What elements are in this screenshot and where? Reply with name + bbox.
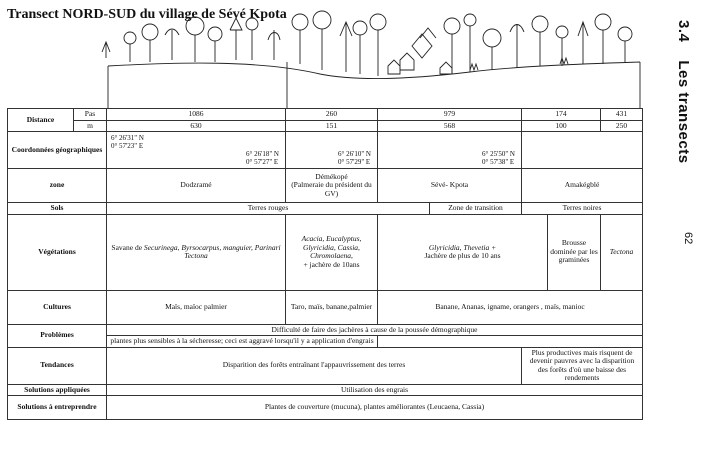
section-number: 3.4 xyxy=(675,20,692,43)
page-title: Transect NORD-SUD du village de Sévé Kpota xyxy=(7,7,287,22)
solutions-entreprendre-cell: Plantes de couverture (mucuna), plantes améliorantes (Leucaena, Cassia) xyxy=(107,396,643,420)
row-label-distance: Distance xyxy=(8,109,74,132)
pas-value-4: 174 xyxy=(522,109,601,121)
problemes-cell-2: plantes plus sensibles à la sécheresse; ceci est aggravé lorsqu'il y a application d'engrais xyxy=(107,336,378,348)
veg-text: + jachère de 10ans xyxy=(303,259,360,269)
transect-sketch-illustration xyxy=(0,0,680,110)
ground-profile-line xyxy=(108,62,640,78)
pas-value-1: 1086 xyxy=(107,109,286,121)
table-row-zone xyxy=(8,169,643,203)
chapter-sidebar xyxy=(671,0,701,458)
coord-cell-1 xyxy=(107,132,286,169)
coord-cell-2 xyxy=(286,132,378,169)
veg-cell-1 xyxy=(107,214,286,290)
veg-species: Acacia, Eucalyptus, Glyricidia, Cassia, Chromolaena, xyxy=(301,234,362,260)
table-row-vegetations xyxy=(8,214,643,290)
row-label-sols: Sols xyxy=(8,203,107,215)
table-row-coordonnees xyxy=(8,132,643,169)
coord-lon: 0° 57'29" E xyxy=(338,158,371,166)
row-label-vegetations: Végétations xyxy=(8,214,107,290)
section-title: Les transects xyxy=(675,60,692,164)
pas-value-5: 431 xyxy=(601,109,643,121)
veg-species: Securinega, Byrsocarpus, manguier, Parinari xyxy=(143,242,281,252)
section-heading xyxy=(675,20,692,164)
m-value-4: 100 xyxy=(522,120,601,132)
row-label-zone: zone xyxy=(8,169,107,203)
coord-cell-4 xyxy=(522,132,643,169)
sub-label-pas: Pas xyxy=(74,109,107,121)
row-label-solutions-appliquees: Solutions appliquées xyxy=(8,384,107,396)
veg-species: Tectona xyxy=(184,251,208,260)
veg-cell-4: Brousse dominée par les graminées xyxy=(548,214,601,290)
veg-cell-3 xyxy=(378,214,548,290)
zone-name: Démékopé xyxy=(315,171,348,181)
table-row-cultures xyxy=(8,290,643,324)
coord-lat: 6° 26'31" N xyxy=(111,134,144,142)
coord-lon: 0° 57'23" E xyxy=(111,142,144,150)
sols-cell-1: Terres rouges xyxy=(107,203,430,215)
table-row-distance-m xyxy=(8,120,643,132)
sub-label-m: m xyxy=(74,120,107,132)
zone-cell-2 xyxy=(286,169,378,203)
coord-lon: 0° 57'27" E xyxy=(246,158,279,166)
veg-cell-2 xyxy=(286,214,378,290)
row-label-solutions-entreprendre: Solutions à entreprendre xyxy=(8,396,107,420)
tendances-cell-2: Plus productives mais risquent de devenir pauvres avec la disparition des forêts d'où une baisse des rendements xyxy=(522,347,643,384)
row-label-cultures: Cultures xyxy=(8,290,107,324)
zone-cell-1: Dodzramé xyxy=(107,169,286,203)
table-row-distance-pas xyxy=(8,109,643,121)
tree-icon xyxy=(102,11,632,76)
coord-lat: 6° 25'50" N xyxy=(482,150,515,158)
sols-cell-3: Terres noires xyxy=(522,203,643,215)
zone-cell-3: Sévé- Kpota xyxy=(378,169,522,203)
pas-value-3: 979 xyxy=(378,109,522,121)
m-value-5: 250 xyxy=(601,120,643,132)
coord-lat: 6° 26'10" N xyxy=(338,150,371,158)
row-label-problemes: Problèmes xyxy=(8,324,107,347)
veg-text: Savane de xyxy=(111,242,144,252)
pas-value-2: 260 xyxy=(286,109,378,121)
coord-lon: 0° 57'38" E xyxy=(482,158,515,166)
transect-table xyxy=(7,108,643,420)
coord-lat: 6° 26'18" N xyxy=(246,150,279,158)
zone-cell-4: Amakégblé xyxy=(522,169,643,203)
coord-cell-3 xyxy=(378,132,522,169)
table-row-sols xyxy=(8,203,643,215)
sols-cell-2: Zone de transition xyxy=(430,203,522,215)
m-value-2: 151 xyxy=(286,120,378,132)
problemes-cell-empty xyxy=(378,336,643,348)
row-label-tendances: Tendances xyxy=(8,347,107,384)
table-row-solutions-entreprendre xyxy=(8,396,643,420)
page-number: 62 xyxy=(682,232,694,245)
zone-note: (Palmeraie du président du GV) xyxy=(291,180,372,198)
veg-cell-5: Tectona xyxy=(601,214,643,290)
cultures-cell-2: Taro, maïs, banane,palmier xyxy=(286,290,378,324)
veg-species: Glyricidia, Thevetia + xyxy=(428,242,497,252)
cultures-cell-3: Banane, Ananas, igname, orangers , maïs, manioc xyxy=(378,290,643,324)
veg-text: Jachère de plus de 10 ans xyxy=(424,251,501,260)
m-value-3: 568 xyxy=(378,120,522,132)
solutions-appliquees-cell: Utilisation des engrais xyxy=(107,384,643,396)
cultures-cell-1: Maïs, maïoc palmier xyxy=(107,290,286,324)
table-row-problemes xyxy=(8,324,643,336)
m-value-1: 630 xyxy=(107,120,286,132)
grass-marks xyxy=(470,58,568,70)
problemes-cell-1: Difficulté de faire des jachères à cause de la poussée démographique xyxy=(107,324,643,336)
table-row-solutions-appliquees xyxy=(8,384,643,396)
row-label-coordonnees: Coordonnées géographiques xyxy=(8,132,107,169)
table-row-tendances xyxy=(8,347,643,384)
tendances-cell-1: Disparition des forêts entraînant l'appauvrissement des terres xyxy=(107,347,522,384)
